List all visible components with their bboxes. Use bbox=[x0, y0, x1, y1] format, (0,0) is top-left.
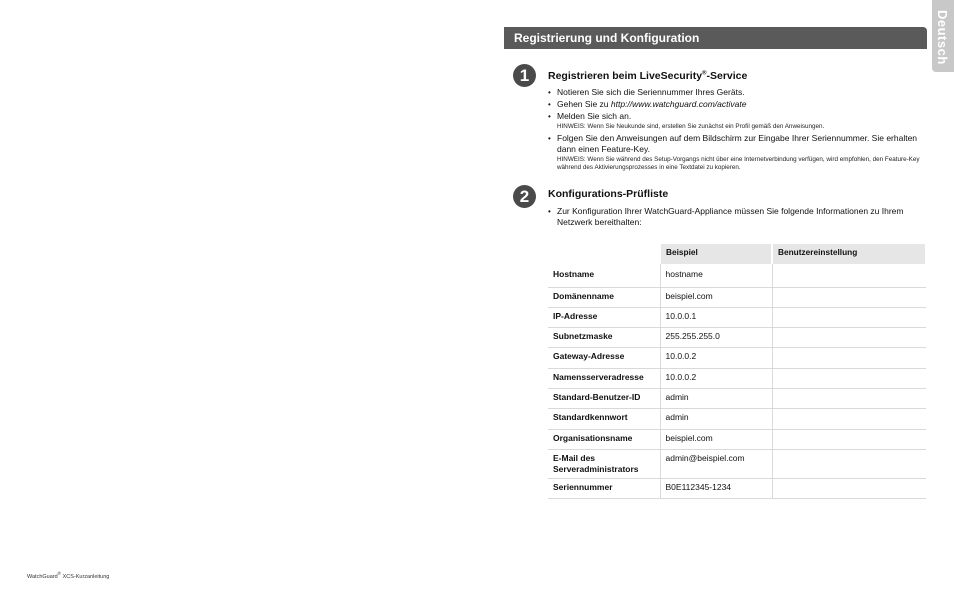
registered-mark: ® bbox=[702, 70, 707, 77]
list-item-text: Folgen Sie den Anweisungen auf dem Bildschirm zur Eingabe Ihrer Seriennummer. Sie erhalten dann einen Feature-Key. bbox=[557, 132, 918, 154]
row-user-setting[interactable] bbox=[772, 264, 926, 287]
table-header-user-setting: Benutzereinstellung bbox=[772, 244, 926, 264]
language-label: Deutsch bbox=[935, 10, 950, 65]
row-user-setting[interactable] bbox=[772, 328, 926, 348]
step-1-title bbox=[548, 70, 747, 82]
row-example: 255.255.255.0 bbox=[660, 328, 772, 348]
row-label: Namensserveradresse bbox=[548, 368, 660, 388]
row-user-setting[interactable] bbox=[772, 287, 926, 307]
row-label: Domänenname bbox=[548, 287, 660, 307]
row-example: beispiel.com bbox=[660, 287, 772, 307]
list-item-text: Notieren Sie sich die Seriennummer Ihres Geräts. bbox=[557, 87, 745, 97]
table-row bbox=[548, 328, 926, 348]
row-user-setting[interactable] bbox=[772, 478, 926, 498]
footer-registered-mark: ® bbox=[57, 571, 62, 576]
list-item bbox=[548, 111, 928, 132]
row-user-setting[interactable] bbox=[772, 388, 926, 408]
row-label: Hostname bbox=[548, 264, 660, 287]
row-label: Standard-Benutzer-ID bbox=[548, 388, 660, 408]
row-user-setting[interactable] bbox=[772, 307, 926, 327]
hint-note: HINWEIS: Wenn Sie Neukunde sind, erstellen Sie zunächst ein Profil gemäß den Anweisungen. bbox=[557, 123, 825, 130]
list-item-text: Gehen Sie zu bbox=[557, 99, 611, 109]
footer-doc-title: XCS-Kurzanleitung bbox=[61, 573, 110, 580]
row-label: Organisationsname bbox=[548, 429, 660, 449]
row-example: 10.0.0.2 bbox=[660, 348, 772, 368]
row-label: IP-Adresse bbox=[548, 307, 660, 327]
row-label: E-Mail des Serveradministrators bbox=[548, 449, 660, 478]
row-user-setting[interactable] bbox=[772, 368, 926, 388]
table-header-row bbox=[548, 244, 926, 264]
hint-note: HINWEIS: Wenn Sie während des Setup-Vorgangs nicht über eine Internetverbindung verfügen, wird empfohlen, den Feature-Key während des Aktivierungsprozesses in eine Textdatei zu kopieren. bbox=[557, 155, 920, 171]
step-2-number: 2 bbox=[513, 185, 536, 208]
table-row bbox=[548, 287, 926, 307]
row-example: admin@beispiel.com bbox=[660, 449, 772, 478]
row-example: hostname bbox=[660, 264, 772, 287]
table-row bbox=[548, 348, 926, 368]
footer-brand: WatchGuard bbox=[27, 573, 58, 580]
step-1-list bbox=[548, 87, 928, 174]
table-row bbox=[548, 449, 926, 478]
table-header-example: Beispiel bbox=[660, 244, 772, 264]
row-example: admin bbox=[660, 388, 772, 408]
row-example: B0E112345-1234 bbox=[660, 478, 772, 498]
table-header-empty bbox=[548, 244, 660, 264]
config-checklist-table bbox=[548, 244, 927, 499]
step-1-title-text: Registrieren beim LiveSecurity bbox=[548, 70, 703, 82]
step-2-title: Konfigurations-Prüfliste bbox=[548, 188, 669, 200]
section-title: Registrierung und Konfiguration bbox=[514, 31, 700, 45]
step-1-number: 1 bbox=[513, 64, 536, 87]
table-row bbox=[548, 388, 926, 408]
step-1-title-suffix: -Service bbox=[706, 70, 748, 82]
table-row bbox=[548, 429, 926, 449]
table-row bbox=[548, 264, 926, 287]
row-user-setting[interactable] bbox=[772, 429, 926, 449]
row-label: Seriennummer bbox=[548, 478, 660, 498]
row-example: admin bbox=[660, 409, 772, 429]
section-header bbox=[504, 27, 927, 49]
row-label: Subnetzmaske bbox=[548, 328, 660, 348]
step-2-list bbox=[548, 206, 928, 229]
table-row bbox=[548, 409, 926, 429]
list-item-text: Zur Konfiguration Ihrer WatchGuard-Appliance müssen Sie folgende Informationen zu Ihrem Netzwerk bereithalten: bbox=[557, 206, 904, 227]
row-user-setting[interactable] bbox=[772, 348, 926, 368]
footer-text bbox=[27, 571, 109, 580]
row-example: 10.0.0.1 bbox=[660, 307, 772, 327]
list-item bbox=[548, 87, 928, 98]
table-row bbox=[548, 368, 926, 388]
table-row bbox=[548, 478, 926, 498]
list-item bbox=[548, 133, 928, 173]
table-row bbox=[548, 307, 926, 327]
row-label: Gateway-Adresse bbox=[548, 348, 660, 368]
row-user-setting[interactable] bbox=[772, 449, 926, 478]
row-example: 10.0.0.2 bbox=[660, 368, 772, 388]
row-label: Standardkennwort bbox=[548, 409, 660, 429]
list-item-text: Melden Sie sich an. bbox=[557, 111, 632, 121]
language-tab bbox=[932, 0, 954, 72]
row-user-setting[interactable] bbox=[772, 409, 926, 429]
row-example: beispiel.com bbox=[660, 429, 772, 449]
list-item bbox=[548, 206, 928, 228]
activate-link[interactable]: http://www.watchguard.com/activate bbox=[610, 99, 747, 109]
list-item bbox=[548, 99, 928, 110]
